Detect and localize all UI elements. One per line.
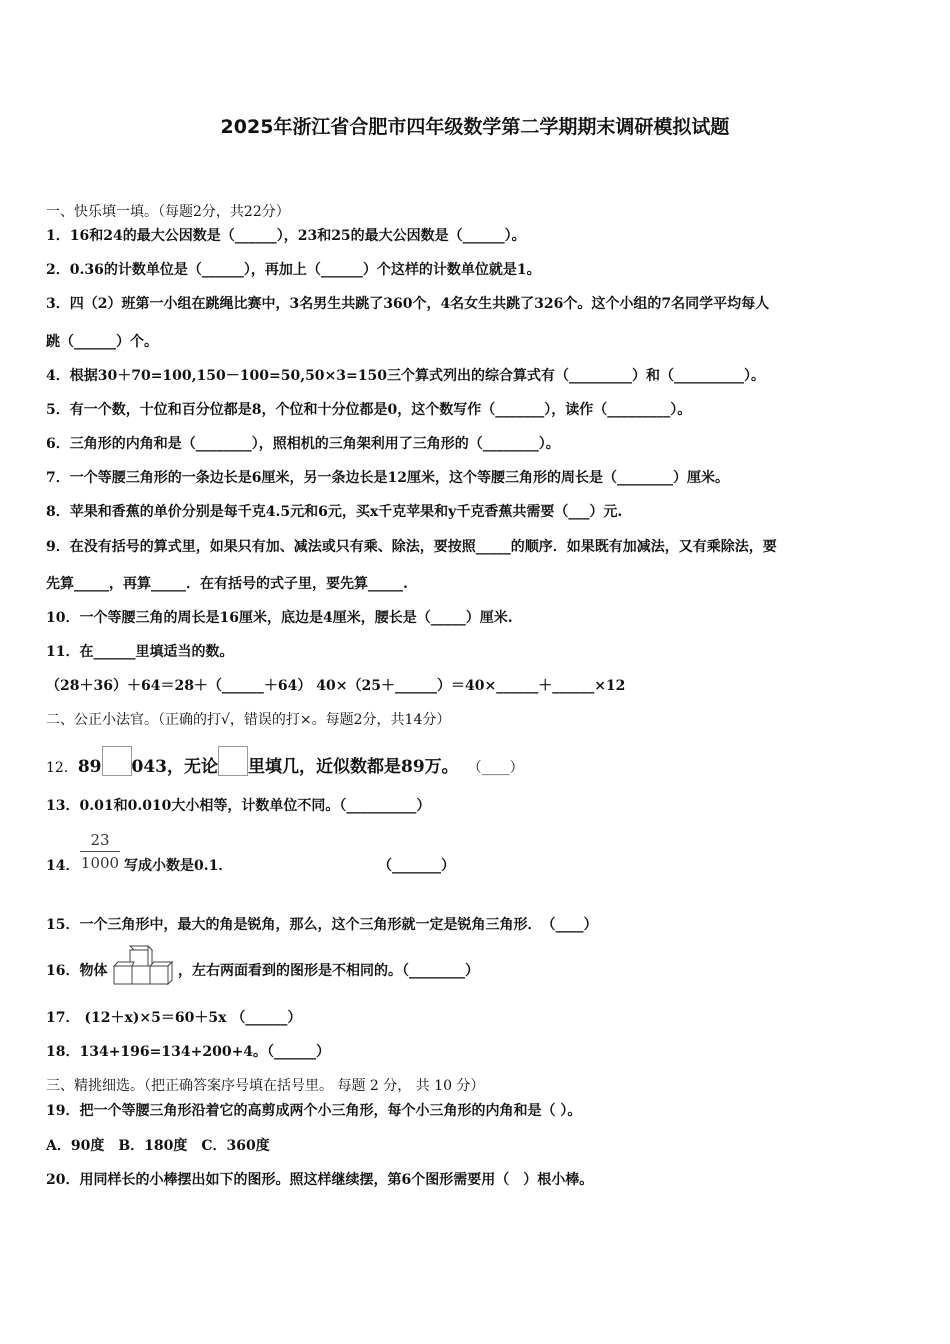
section-heading-3: 三、精挑细选。（把正确答案序号填在括号里。 每题 2 分， 共 10 分） [46,1078,485,1094]
question-12-number: 12． [46,760,78,776]
question-8: 8．苹果和香蕉的单价分别是每千克4.5元和6元，买x千克苹果和y千克香蕉共需要（___）元. [46,504,623,520]
question-15: 15．一个三角形中，最大的角是锐角，那么，这个三角形就一定是锐角三角形． （____） [46,917,598,933]
fraction-numerator: 23 [90,831,110,849]
page-title: 2025年浙江省合肥市四年级数学第二学期期末调研模拟试题 [220,116,730,138]
question-12-answer-blank: （____） [467,760,524,776]
question-11: 11．在______里填适当的数。 [46,644,234,660]
question-13: 13．0.01和0.010大小相等，计数单位不同。（__________） [46,798,431,814]
question-16-prefix: 16．物体 [46,963,108,979]
question-11-equations: （28＋36）＋64＝28＋（______＋64） 40×（25＋______）＝40×______＋______×12 [46,678,626,694]
question-19-options: A．90度 B．180度 C．360度 [46,1138,270,1154]
question-14-answer-blank: （_______） [378,858,455,874]
question-3: 3．四（2）班第一小组在跳绳比赛中，3名男生共跳了360个，4名女生共跳了326个。这个小组的7名同学平均每人 [46,296,770,312]
question-14-number: 14． [46,858,80,874]
cube-stack-icon [110,945,176,987]
section-heading-1: 一、快乐填一填。（每题2分，共22分） [46,204,290,220]
fraction-bar [80,851,120,852]
question-12-digits-a: 89 [77,757,102,777]
question-2: 2．0.36的计数单位是（______），再加上（______）个这样的计数单位就是1。 [46,262,541,278]
fraction-23-over-1000 [80,830,120,873]
question-6: 6．三角形的内角和是（________），照相机的三角架利用了三角形的（________）。 [46,436,560,452]
question-5: 5．有一个数，十位和百分位都是8，个位和十分位都是0，这个数写作（_______），读作（_________）。 [46,402,692,418]
question-1: 1．16和24的最大公因数是（______），23和25的最大公因数是（______）。 [46,228,526,244]
fraction-denominator: 1000 [80,854,120,872]
question-17: 17． (12＋x)×5＝60＋5x （______） [46,1010,302,1026]
question-3-continued: 跳（______）个。 [46,334,158,350]
section-heading-2: 二、公正小法官。（正确的打√，错误的打×。每题2分，共14分） [46,712,451,728]
question-12 [46,746,524,781]
question-19: 19．把一个等腰三角形沿着它的高剪成两个小三角形，每个小三角形的内角和是（ ）。 [46,1103,582,1119]
question-18: 18．134+196=134+200+4。（______） [46,1044,331,1060]
question-7: 7．一个等腰三角形的一条边长是6厘米，另一条边长是12厘米，这个等腰三角形的周长是（________）厘米。 [46,470,729,486]
question-9-continued: 先算_____，再算_____．在有括号的式子里，要先算_____. [46,576,408,592]
blank-box [218,746,248,776]
question-16-text: ，左右两面看到的图形是不相同的。（________） [178,963,479,979]
blank-box [102,746,132,776]
question-9: 9．在没有括号的算式里，如果只有加、减法或只有乘、除法，要按照_____的顺序．如果既有加减法，又有乘除法，要 [46,539,777,555]
question-14-text: 写成小数是0.1． [124,858,233,874]
question-12-digits-b: 043，无论 [131,757,218,777]
question-10: 10．一个等腰三角的周长是16厘米，底边是4厘米，腰长是（_____）厘米. [46,610,513,626]
question-20: 20．用同样长的小棒摆出如下的图形。照这样继续摆，第6个图形需要用（ ）根小棒。 [46,1172,594,1188]
question-4: 4．根据30＋70=100,150－100=50,50×3=150三个算式列出的综合算式有（_________）和（__________）。 [46,368,765,384]
question-12-text: 里填几，近似数都是89万。 [248,757,459,777]
